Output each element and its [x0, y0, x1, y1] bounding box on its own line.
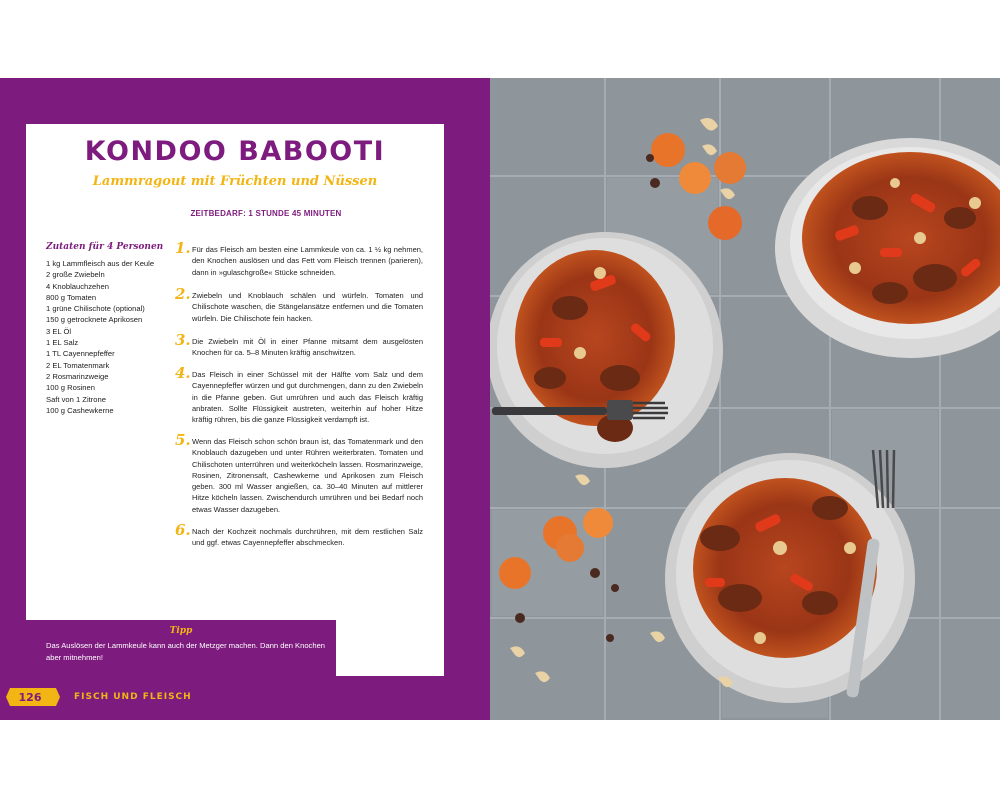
step-text: Die Zwiebeln mit Öl in einer Pfanne mitsamt dem ausgelösten Knochen für ca. 5–8 Minuten kräftig anschwitzen.: [192, 337, 423, 358]
step-text: Zwiebeln und Knoblauch schälen und würfeln. Tomaten und Chilischote waschen, die Stängelansätze entfernen und die Tomaten würfeln. Die Chilischote fein hacken.: [192, 291, 423, 323]
ingredient-item: 1 TL Cayennepfeffer: [46, 349, 115, 359]
step-6: [175, 521, 423, 549]
step-text: Wenn das Fleisch schon schön braun ist, das Tomatenmark und den Knoblauch dazugeben und unter Rühren weiterbraten. Tomaten und Chilischoten unterrühren und weiterköcheln lassen. Rosmarinzweige, Rosinen, Zitronensaft, Cashewkerne und Aprikosen zum Fleisch geben. 300 ml Wasser angießen, ca. 30–40 Minuten auf mittlerer Hitze köcheln lassen. Zwischendurch umrühren und bei Bedarf noch etwas Wasser dazugeben.: [192, 437, 423, 514]
preparation-time: ZEITBEDARF: 1 STUNDE 45 MINUTEN: [190, 209, 342, 218]
ingredient-item: 800 g Tomaten: [46, 292, 97, 302]
step-5: [175, 431, 423, 515]
step-number: 4.: [175, 364, 191, 382]
ingredients-heading: Zutaten für 4 Personen: [46, 242, 164, 252]
recipe-page: [0, 78, 490, 720]
recipe-title: KONDOO BABOOTI: [84, 136, 386, 167]
step-1: [175, 239, 423, 278]
ingredient-item: 100 g Cashewkerne: [46, 405, 114, 415]
page-number: 126: [18, 691, 42, 704]
ingredient-item: 100 g Rosinen: [46, 383, 95, 393]
step-3: [175, 331, 423, 359]
step-number: 6.: [175, 521, 191, 539]
step-number: 5.: [175, 431, 191, 449]
step-4: [175, 364, 423, 425]
step-text: Für das Fleisch am besten eine Lammkeule von ca. 1 ½ kg nehmen, den Knochen auslösen und das Fett vom Fleisch trennen (parieren), dann in »gulaschgroße« Stücke schneiden.: [192, 245, 423, 277]
step-text: Das Fleisch in einer Schüssel mit der Hälfte vom Salz und dem Cayennepfeffer würzen und gut durchmengen, dann zu den Zwiebeln in die Pfanne geben. Gut umrühren und auch das Fleisch kräftig anbraten. Sollte Flüssigkeit austreten, weiterhin auf hoher Hitze kräftig rühren, bis die ganze Flüssigkeit verdampft ist.: [192, 370, 423, 425]
step-text: Nach der Kochzeit nochmals durchrühren, mit dem restlichen Salz und ggf. etwas Cayennepfeffer abschmecken.: [192, 527, 423, 548]
book-spread: [0, 78, 1000, 720]
ingredient-item: Saft von 1 Zitrone: [46, 394, 106, 404]
ingredient-item: 1 EL Salz: [46, 338, 79, 348]
plate-icon: [490, 232, 723, 468]
tip-text: Das Auslösen der Lammkeule kann auch der Metzger machen. Dann den Knochen aber mitnehmen!: [46, 641, 326, 662]
ingredient-item: 2 große Zwiebeln: [46, 270, 105, 280]
recipe-subtitle: Lammragout mit Früchten und Nüssen: [92, 174, 378, 189]
step-number: 2.: [175, 285, 191, 303]
step-2: [175, 285, 423, 324]
tip-box: [26, 620, 336, 676]
section-name: FISCH UND FLEISCH: [74, 692, 192, 702]
food-photo: [490, 78, 1000, 720]
ingredient-item: 150 g getrocknete Aprikosen: [46, 315, 143, 325]
ingredients-list: [46, 258, 154, 416]
step-number: 3.: [175, 331, 191, 349]
ingredient-item: 1 kg Lammfleisch aus der Keule: [46, 259, 155, 268]
ingredient-item: 2 Rosmarinzweige: [46, 371, 109, 381]
ingredient-item: 4 Knoblauchzehen: [46, 281, 109, 291]
ingredient-item: 2 EL Tomatenmark: [46, 360, 110, 370]
ingredient-item: 1 grüne Chilischote (optional): [46, 304, 145, 314]
ingredient-item: 3 EL Öl: [46, 326, 72, 336]
recipe-card: [26, 124, 444, 676]
food-photo-illustration: [490, 78, 1000, 720]
tip-heading: Tipp: [169, 626, 193, 636]
step-number: 1.: [175, 239, 191, 257]
